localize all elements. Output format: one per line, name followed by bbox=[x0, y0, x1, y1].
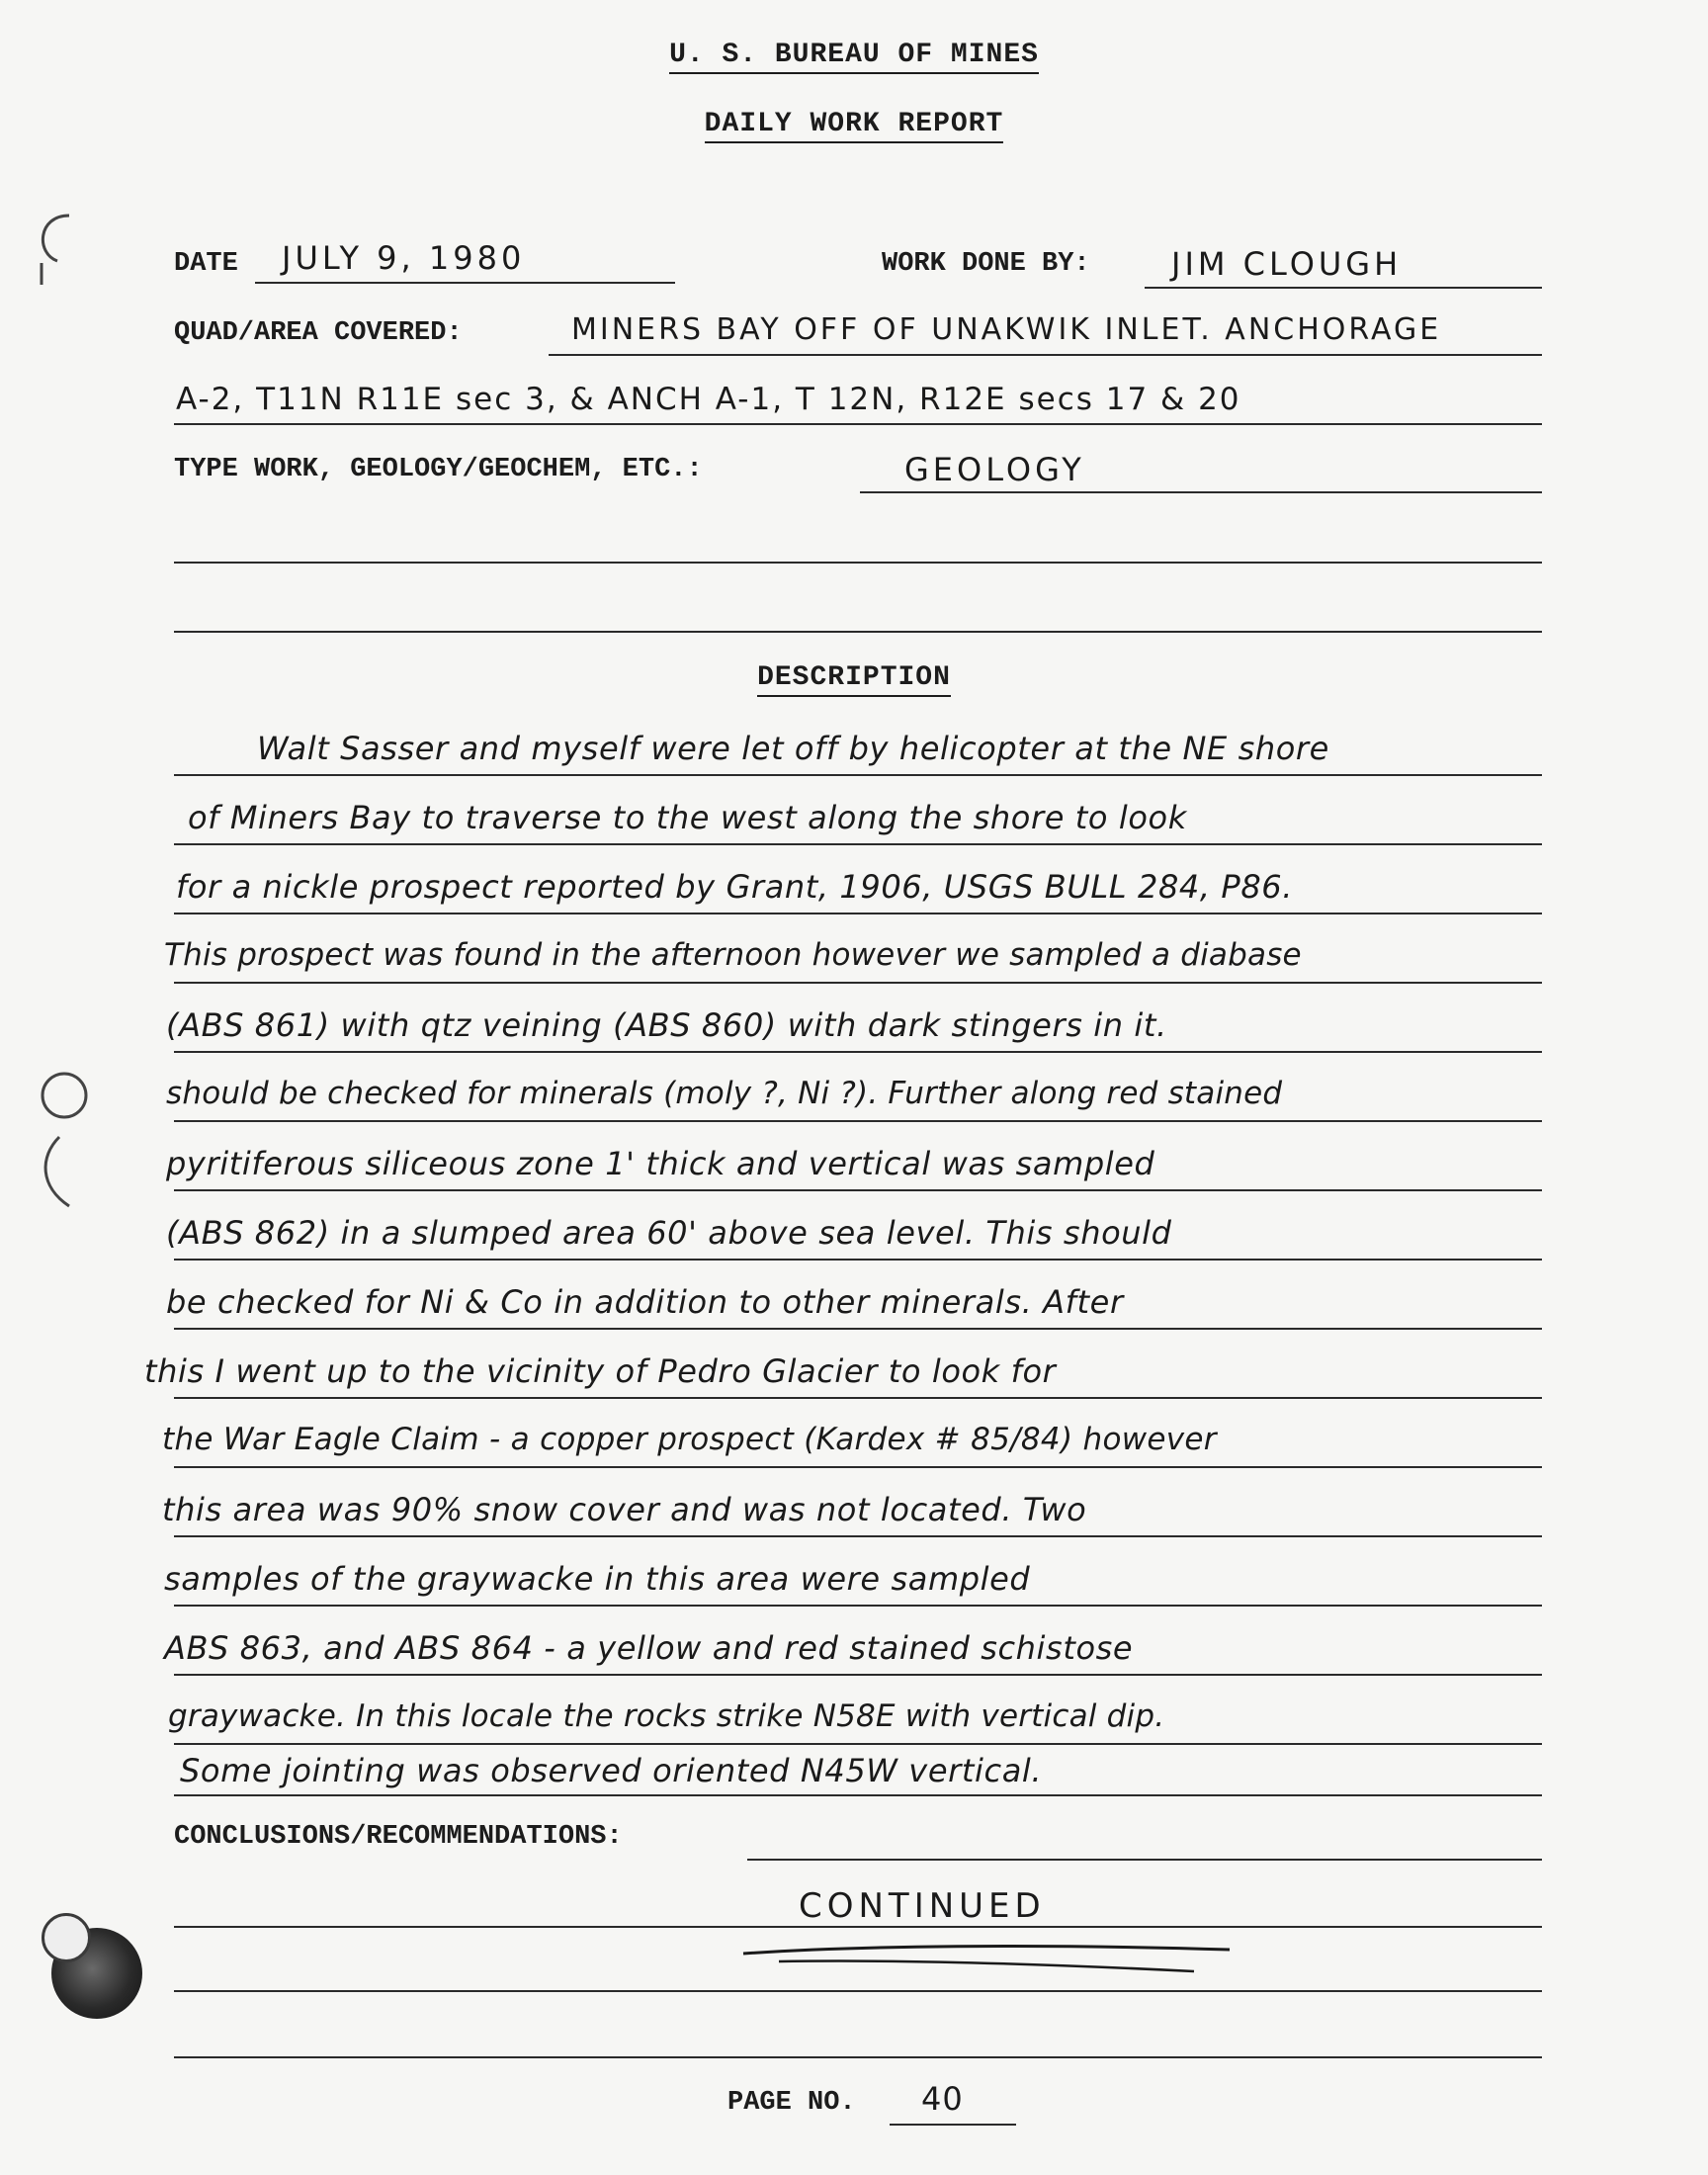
description-line-4: This prospect was found in the afternoon however we sampled a diabase bbox=[164, 937, 1302, 973]
desc-rule-14 bbox=[174, 1674, 1542, 1676]
punch-hole-top bbox=[18, 206, 77, 285]
description-line-13: samples of the graywacke in this area were sampled bbox=[164, 1560, 1031, 1598]
description-line-7: pyritiferous siliceous zone 1' thick and vertical was sampled bbox=[166, 1145, 1155, 1182]
desc-rule-1 bbox=[174, 774, 1542, 776]
page-number-value: 40 bbox=[921, 2080, 964, 2118]
conclusions-value: CONTINUED bbox=[799, 1886, 1046, 1926]
description-line-10: this I went up to the vicinity of Pedro Glacier to look for bbox=[144, 1352, 1057, 1390]
quad-area-label: QUAD/AREA COVERED: bbox=[174, 318, 463, 348]
work-done-by-label: WORK DONE BY: bbox=[882, 249, 1090, 279]
quad-underline-2 bbox=[174, 423, 1542, 425]
description-line-6: should be checked for minerals (moly ?, Ni ?). Further along red stained bbox=[166, 1076, 1283, 1111]
punch-hole-bottom-rim bbox=[42, 1913, 91, 1962]
description-line-16: Some jointing was observed oriented N45W vertical. bbox=[180, 1752, 1043, 1789]
desc-rule-10 bbox=[174, 1397, 1542, 1399]
date-label: DATE bbox=[174, 249, 238, 279]
description-heading bbox=[0, 662, 1708, 693]
description-line-8: (ABS 862) in a slumped area 60' above sea level. This should bbox=[166, 1214, 1172, 1252]
description-line-12: this area was 90% snow cover and was not located. Two bbox=[162, 1491, 1087, 1528]
conclusions-line-2 bbox=[174, 1990, 1542, 1992]
description-line-3: for a nickle prospect reported by Grant, 1906, USGS BULL 284, P86. bbox=[176, 868, 1294, 906]
desc-rule-8 bbox=[174, 1259, 1542, 1261]
blank-line-1 bbox=[174, 562, 1542, 564]
blank-line-2 bbox=[174, 631, 1542, 633]
quad-value-line2: A-2, T11N R11E sec 3, & ANCH A-1, T 12N, R12E secs 17 & 20 bbox=[176, 382, 1241, 417]
form-title-text: DAILY WORK REPORT bbox=[705, 109, 1004, 143]
desc-rule-12 bbox=[174, 1535, 1542, 1537]
page-number-label: PAGE NO. bbox=[727, 2088, 856, 2118]
description-line-15: graywacke. In this locale the rocks strike N58E with vertical dip. bbox=[168, 1698, 1165, 1734]
type-work-value: GEOLOGY bbox=[904, 451, 1085, 488]
desc-rule-15 bbox=[174, 1743, 1542, 1745]
work-done-by-value: JIM CLOUGH bbox=[1171, 245, 1403, 283]
type-work-label: TYPE WORK, GEOLOGY/GEOCHEM, ETC.: bbox=[174, 455, 703, 484]
desc-rule-6 bbox=[174, 1120, 1542, 1122]
description-line-11: the War Eagle Claim - a copper prospect (Kardex # 85/84) however bbox=[162, 1422, 1217, 1457]
conclusions-line-3 bbox=[174, 2056, 1542, 2058]
date-value: JULY 9, 1980 bbox=[282, 239, 526, 277]
desc-rule-13 bbox=[174, 1605, 1542, 1607]
desc-rule-11 bbox=[174, 1466, 1542, 1468]
type-work-underline bbox=[860, 491, 1542, 493]
desc-rule-2 bbox=[174, 843, 1542, 845]
agency-heading bbox=[0, 40, 1708, 70]
description-heading-text: DESCRIPTION bbox=[757, 662, 951, 697]
agency-text: U. S. BUREAU OF MINES bbox=[669, 40, 1039, 74]
description-line-9: be checked for Ni & Co in addition to other minerals. After bbox=[166, 1283, 1124, 1321]
conclusions-label: CONCLUSIONS/RECOMMENDATIONS: bbox=[174, 1822, 623, 1852]
conclusions-line-1 bbox=[174, 1926, 1542, 1928]
desc-rule-5 bbox=[174, 1051, 1542, 1053]
description-line-2: of Miners Bay to traverse to the west along the shore to look bbox=[188, 799, 1187, 836]
work-done-by-underline bbox=[1145, 287, 1542, 289]
page-number-underline bbox=[890, 2124, 1016, 2126]
desc-rule-3 bbox=[174, 913, 1542, 914]
desc-rule-7 bbox=[174, 1189, 1542, 1191]
quad-underline-1 bbox=[549, 354, 1542, 356]
description-line-1: Walt Sasser and myself were let off by helicopter at the NE shore bbox=[257, 730, 1329, 767]
desc-rule-4 bbox=[174, 982, 1542, 984]
description-line-14: ABS 863, and ABS 864 - a yellow and red stained schistose bbox=[164, 1629, 1134, 1667]
desc-rule-9 bbox=[174, 1328, 1542, 1330]
punch-hole-middle bbox=[30, 1068, 99, 1216]
date-underline bbox=[255, 282, 675, 284]
desc-rule-16 bbox=[174, 1794, 1542, 1796]
form-title bbox=[0, 109, 1708, 139]
continued-underline-stroke bbox=[739, 1938, 1234, 1977]
quad-value-line1: MINERS BAY OFF OF UNAKWIK INLET. ANCHORAGE bbox=[571, 312, 1442, 347]
description-line-5: (ABS 861) with qtz veining (ABS 860) with dark stingers in it. bbox=[166, 1006, 1167, 1044]
conclusions-underline bbox=[747, 1859, 1542, 1861]
